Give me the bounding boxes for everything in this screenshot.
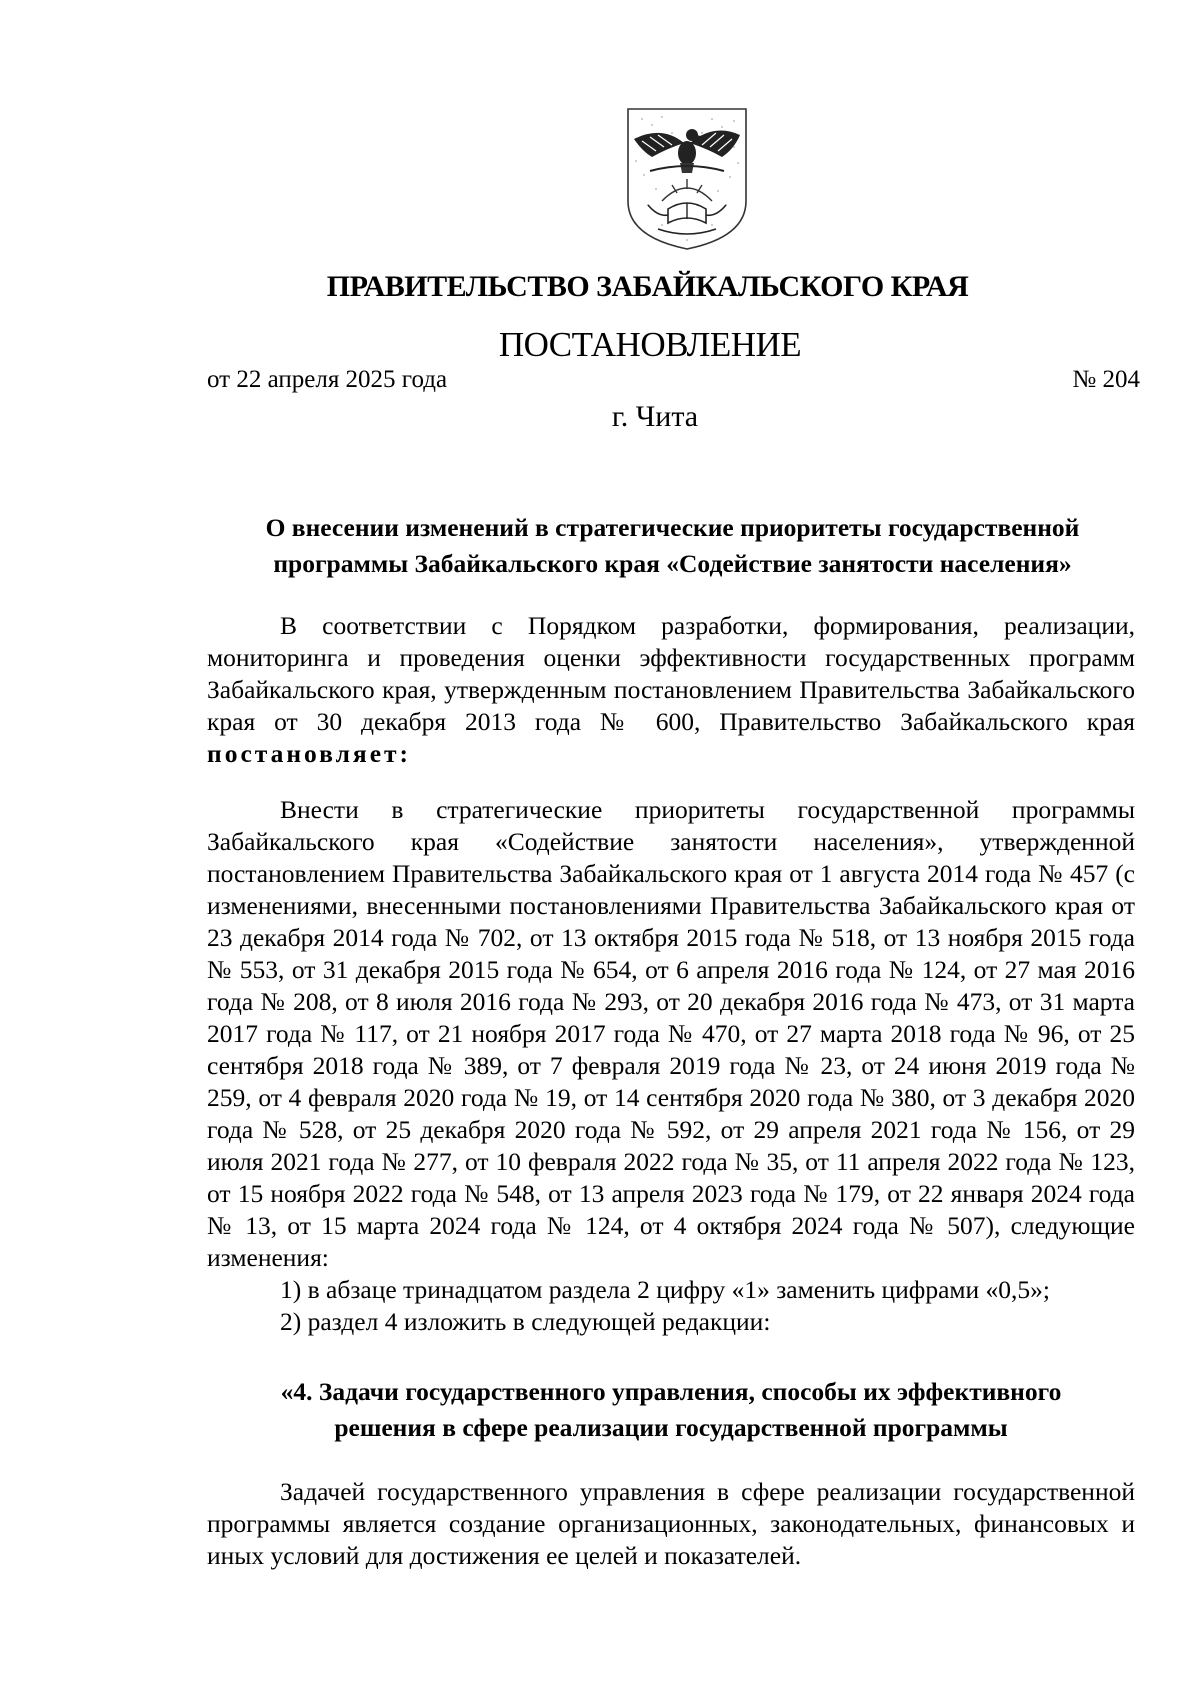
document-city: г. Чита [611,400,699,433]
document-subject [205,510,1140,582]
section-4-heading-line-2: решения в сфере реализации государственной программы [334,1413,1008,1442]
subject-line-2: программы Забайкальского края «Содействие занятости населения» [273,549,1072,578]
change-item-1: 1) в абзаце тринадцатом раздела 2 цифру «1» заменить цифрами «0,5»; [280,1275,1051,1304]
subject-line-1: О внесении изменений в стратегические приоритеты государственной [265,513,1080,542]
preamble-text: В соответствии с Порядком разработки, формирования, реализации, мониторинга и проведения оценки эффективности государственных программ Забайкальского края, утвержденным постановлением Правительства Забайкальского края от 30 декабря 2013 года № 600, Правительство Забайкальского края [207,611,1135,736]
organization-title: ПРАВИТЕЛЬСТВО ЗАБАЙКАЛЬСКОГО КРАЯ [326,270,969,303]
section-4-heading-line-1: «4. Задачи государственного управления, способы их эффективного [280,1377,1062,1406]
section-4-paragraph: Задачей государственного управления в сфере реализации государственной программы является создание организационных, законодательных, финансовых и иных условий для достижения ее целей и показателей. [207,1477,1135,1570]
document-type: ПОСТАНОВЛЕНИЕ [498,325,802,364]
document-number: № 204 [1072,366,1140,393]
document-date: от 22 апреля 2025 года [207,366,448,393]
main-paragraph: Внести в стратегические приоритеты государственной программы Забайкальского края «Содействие занятости населения», утвержденной постановлением Правительства Забайкальского края от 1 августа 2014 года № 457 (с изменениями, внесенными постановлениями Правительства Забайкальского края от 23 декабря 2014 года № 702, от 13 октября 2015 года № 518, от 13 ноября 2015 года № 553, от 31 декабря 2015 года № 654, от 6 апреля 2016 года № 124, от 27 мая 2016 года № 208, от 8 июля 2016 года № 293, от 20 декабря 2016 года № 473, от 31 марта 2017 года № 117, от 21 ноября 2017 года № 470, от 27 марта 2018 года № 96, от 25 сентября 2018 года № 389, от 7 февраля 2019 года № 23, от 24 июня 2019 года № 259, от 4 февраля 2020 года № 19, от 14 сентября 2020 года № 380, от 3 декабря 2020 года № 528, от 25 декабря 2020 года № 592, от 29 апреля 2021 года № 156, от 29 июля 2021 года № 277, от 10 февраля 2022 года № 35, от 11 апреля 2022 года № 123, от 15 ноября 2022 года № 548, от 13 апреля 2023 года № 179, от 22 января 2024 года № 13, от 15 марта 2024 года № 124, от 4 октября 2024 года № 507), следующие изменения: [207,795,1135,1272]
preamble-paragraph [207,610,1135,770]
main-block [207,794,1135,1338]
resolves-word: постановляет: [207,739,412,768]
section-4-body [207,1476,1135,1572]
preamble-block [207,610,1135,770]
section-4-heading [207,1374,1135,1446]
change-item-2: 2) раздел 4 изложить в следующей редакции: [280,1307,771,1336]
zabaykalsky-krai-coat-of-arms-icon [622,105,752,253]
